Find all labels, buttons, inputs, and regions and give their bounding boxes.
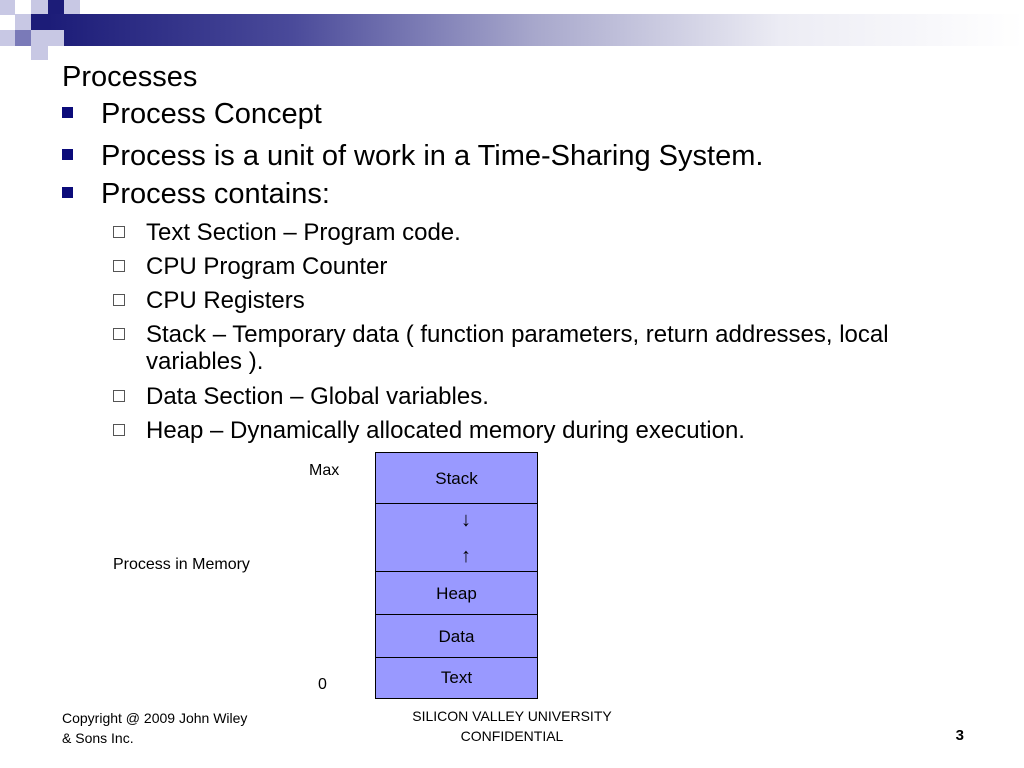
header-gradient-bar [48,14,1024,46]
square-bullet-icon [62,149,73,160]
heap-segment-label: Heap [436,584,477,603]
stack-segment [376,453,537,504]
arrow-up-icon: ↑ [461,545,471,567]
bullet-text: Process is a unit of work in a Time-Sharing System. [101,140,764,172]
sub-bullet-text: CPU Program Counter [146,253,388,280]
arrow-down-icon: ↓ [461,509,471,531]
process-memory-diagram [375,452,538,699]
footer-organization: SILICON VALLEY UNIVERSITY CONFIDENTIAL [412,708,612,744]
hollow-square-bullet-icon [113,390,125,402]
sub-bullet-text: CPU Registers [146,287,305,314]
sub-bullet-text: Heap – Dynamically allocated memory during execution. [146,417,745,444]
slide-title: Processes [62,61,198,93]
bullet-text: Process Concept [101,98,322,130]
free-space-segment [376,504,537,572]
hollow-square-bullet-icon [113,294,125,306]
stack-segment-label: Stack [435,469,478,488]
data-segment-label: Data [438,627,475,646]
square-bullet-icon [62,107,73,118]
footer-copyright: Copyright @ 2009 John Wiley & Sons Inc. [62,710,248,746]
sub-bullet-text: Data Section – Global variables. [146,383,489,410]
diagram-caption: Process in Memory [113,556,250,573]
data-segment [376,615,537,658]
heap-segment [376,572,537,615]
sub-bullet-text: Text Section – Program code. [146,219,461,246]
page-number: 3 [955,727,964,744]
hollow-square-bullet-icon [113,424,125,436]
hollow-square-bullet-icon [113,226,125,238]
max-address-label: Max [309,462,340,479]
hollow-square-bullet-icon [113,260,125,272]
hollow-square-bullet-icon [113,328,125,340]
zero-address-label: 0 [318,676,327,693]
sub-bullet-text: Stack – Temporary data ( function parameters, return addresses, local variables ). [146,321,889,375]
text-segment [376,658,537,698]
square-bullet-icon [62,187,73,198]
text-segment-label: Text [440,668,473,687]
bullet-text: Process contains: [101,178,330,210]
